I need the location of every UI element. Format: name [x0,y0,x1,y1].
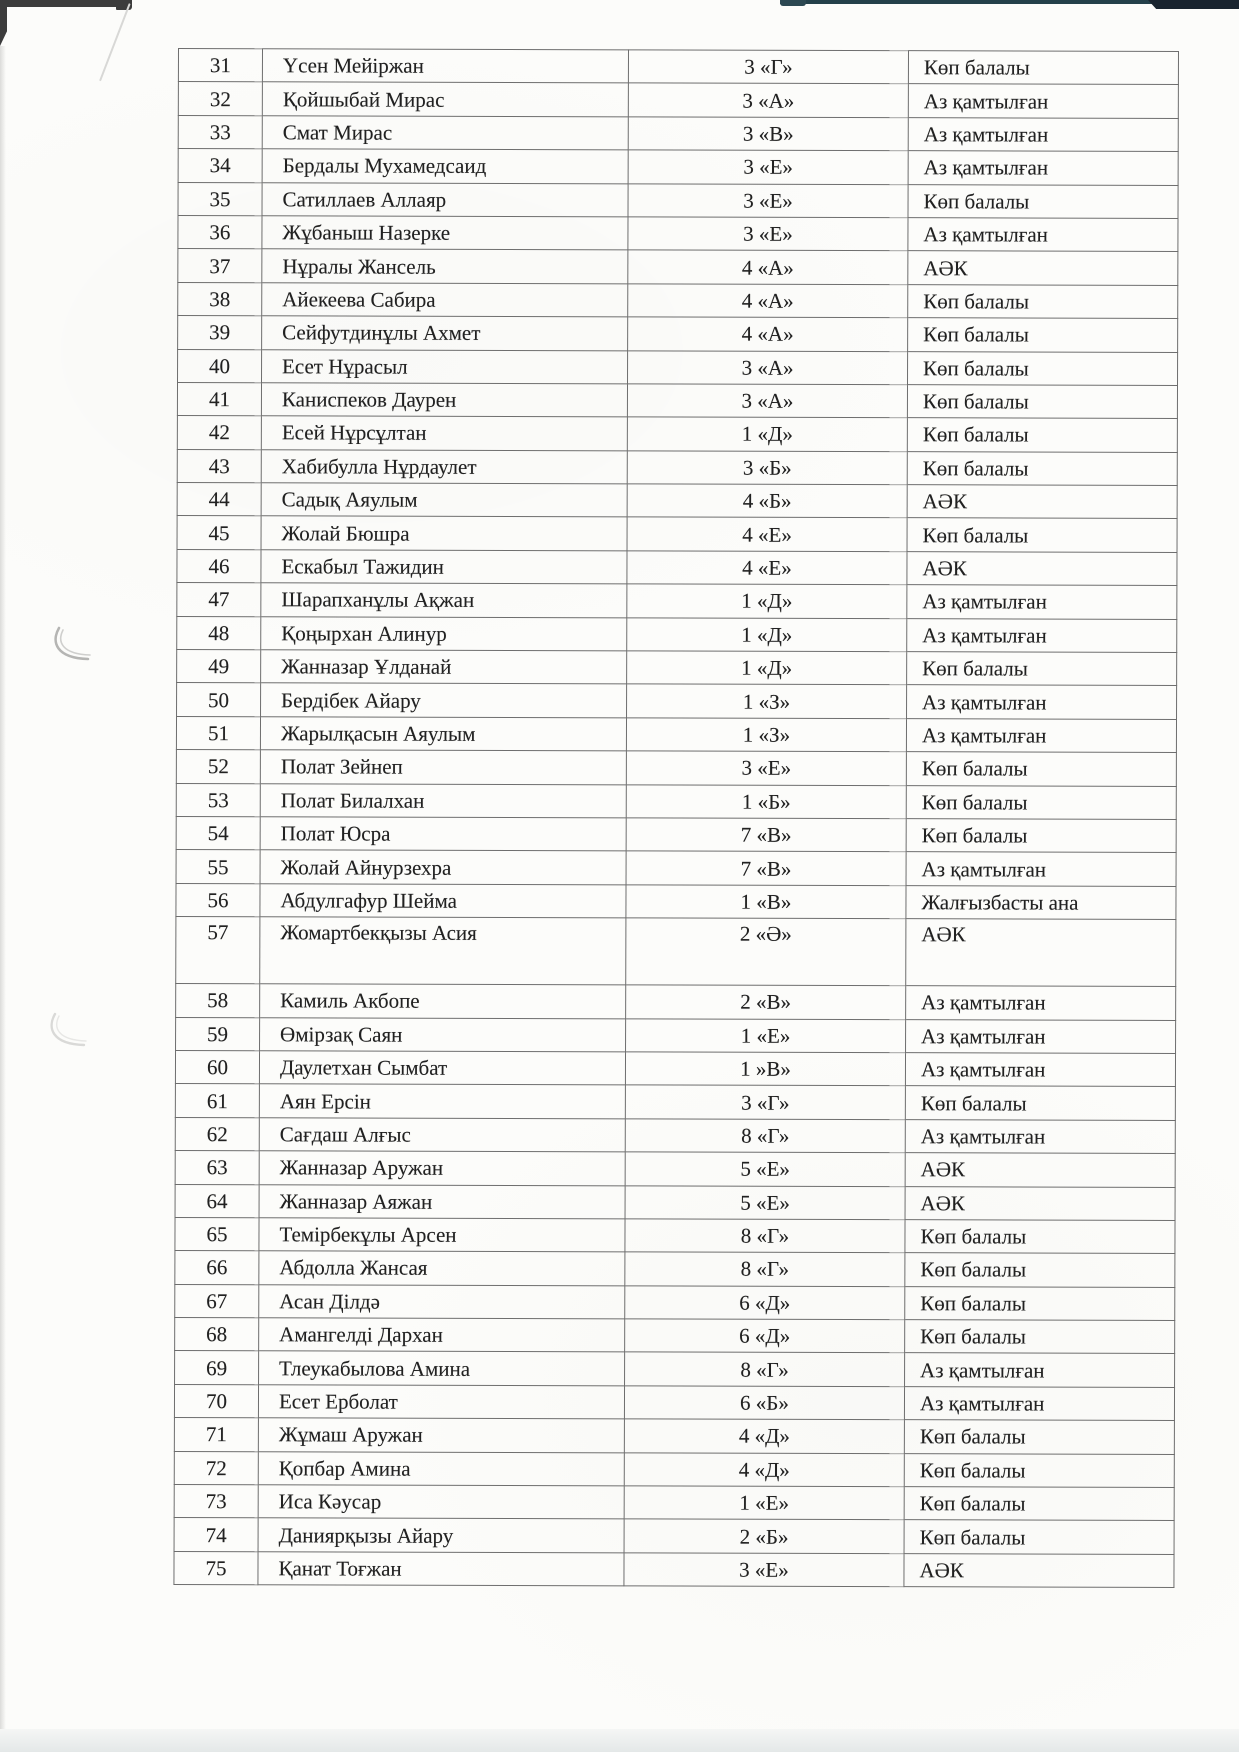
student-name-cell: Жомартбекқызы Асия [260,917,626,985]
margin-pen-mark-icon [46,1012,92,1054]
student-table-wrap [173,48,1179,1588]
row-number-cell: 61 [175,1084,259,1118]
table-row [177,483,1177,519]
scanner-strip-teal-end [780,0,806,6]
row-number-cell: 69 [175,1351,259,1385]
social-category-cell: АӘК [907,552,1177,586]
social-category-cell: АӘК [905,1153,1175,1187]
student-name-cell: Бердібек Айару [261,683,627,717]
scan-fold-shadow-top [0,0,130,7]
table-row [178,249,1178,285]
class-grade-cell: 8 «Г» [625,1252,905,1286]
scan-fold-shadow-left [0,0,7,46]
class-grade-cell: 2 «Ә» [626,918,906,986]
row-number-cell: 52 [176,750,260,784]
class-grade-cell: 3 «Е» [628,150,908,184]
student-name-cell: Амангелді Дархан [259,1318,625,1352]
table-row [178,149,1178,185]
class-grade-cell: 8 «Г» [625,1219,905,1253]
student-name-cell: Абдулгафур Шейма [260,884,626,918]
table-row [176,783,1176,819]
class-grade-cell: 3 «Г» [628,50,908,84]
student-name-cell: Есей Нұрсұлтан [261,416,627,450]
social-category-cell: Көп балалы [907,451,1177,485]
social-category-cell: Көп балалы [905,1286,1175,1320]
table-row [176,816,1176,852]
social-category-cell: Аз қамтылған [908,117,1178,151]
social-category-cell: Көп балалы [907,385,1177,419]
table-row [174,1551,1174,1587]
social-category-cell: Көп балалы [908,284,1178,318]
scanner-strip-dark-corner [1148,0,1239,9]
student-name-cell: Темірбекұлы Арсен [259,1218,625,1252]
social-category-cell: Аз қамтылған [908,151,1178,185]
social-category-cell: Көп балалы [908,184,1178,218]
student-name-cell: Аян Ерсін [259,1084,625,1118]
student-name-cell: Қанат Тоғжан [258,1552,624,1586]
row-number-cell: 49 [177,650,261,684]
class-grade-cell: 4 «Б» [627,484,907,518]
social-category-cell: Аз қамтылған [905,1353,1175,1387]
social-category-cell: Аз қамтылған [905,1053,1175,1087]
social-category-cell: Көп балалы [906,785,1176,819]
student-name-cell: Каниспеков Даурен [261,383,627,417]
social-category-cell: Көп балалы [907,518,1177,552]
student-name-cell: Жанназар Ұлданай [261,650,627,684]
class-grade-cell: 4 «Е» [627,551,907,585]
social-category-cell: Аз қамтылған [908,84,1178,118]
social-category-cell: Аз қамтылған [906,852,1176,886]
social-category-cell: Көп балалы [905,1320,1175,1354]
table-row [175,1318,1175,1354]
table-row [174,1451,1174,1487]
table-row [176,984,1176,1020]
row-number-cell: 65 [175,1217,259,1251]
social-category-cell: Көп балалы [904,1420,1174,1454]
row-number-cell: 46 [177,549,261,583]
student-name-cell: Даулетхан Сымбат [259,1051,625,1085]
table-row [177,516,1177,552]
table-row [175,1284,1175,1320]
class-grade-cell: 4 «А» [628,317,908,351]
student-name-cell: Жұмаш Аружан [258,1418,624,1452]
student-name-cell: Қойшыбай Мирас [262,82,628,116]
student-name-cell: Ескабыл Тажидин [261,550,627,584]
student-table-body [174,49,1179,1588]
student-name-cell: Камиль Акбопе [260,984,626,1018]
class-grade-cell: 3 «А» [627,384,907,418]
social-category-cell: Аз қамтылған [906,986,1176,1020]
class-grade-cell: 5 «Е» [625,1185,905,1219]
row-number-cell: 50 [177,683,261,717]
table-row [177,382,1177,418]
table-row [174,1518,1174,1554]
table-row [177,616,1177,652]
class-grade-cell: 6 «Б» [624,1386,904,1420]
row-number-cell: 51 [176,716,260,750]
student-name-cell: Абдолла Жансая [259,1251,625,1285]
table-row [176,883,1176,919]
class-grade-cell: 7 «В» [626,851,906,885]
row-number-cell: 53 [176,783,260,817]
class-grade-cell: 6 «Д» [625,1286,905,1320]
student-name-cell: Сағдаш Алғыс [259,1117,625,1151]
page-left-edge-shading [0,46,6,1752]
class-grade-cell: 2 «В» [626,985,906,1019]
student-name-cell: Смат Мирас [262,116,628,150]
paper-crease-line [99,3,131,81]
table-row [175,1151,1175,1187]
table-row [174,1485,1174,1521]
social-category-cell: Аз қамтылған [906,1019,1176,1053]
social-category-cell: Көп балалы [904,1453,1174,1487]
social-category-cell: Көп балалы [906,819,1176,853]
student-name-cell: Үсен Мейіржан [262,49,628,83]
table-row [178,82,1178,118]
row-number-cell: 68 [175,1318,259,1352]
table-row [176,716,1176,752]
student-name-cell: Айекеева Сабира [262,282,628,316]
table-row [178,316,1178,352]
row-number-cell: 38 [178,282,262,316]
table-row [178,215,1178,251]
table-row [177,416,1177,452]
row-number-cell: 45 [177,516,261,550]
row-number-cell: 39 [178,316,262,350]
table-row [176,917,1176,987]
table-row [177,650,1177,686]
social-category-cell: Көп балалы [905,1086,1175,1120]
class-grade-cell: 3 «Г» [625,1085,905,1119]
table-row [174,1384,1174,1420]
row-number-cell: 58 [176,984,260,1018]
table-row [174,1418,1174,1454]
class-grade-cell: 2 «Б» [624,1519,904,1553]
row-number-cell: 74 [174,1518,258,1552]
row-number-cell: 40 [178,349,262,383]
row-number-cell: 42 [177,416,261,450]
social-category-cell: Көп балалы [907,418,1177,452]
student-name-cell: Есет Ерболат [258,1385,624,1419]
class-grade-cell: 1 «Д» [627,617,907,651]
row-number-cell: 43 [177,449,261,483]
student-name-cell: Сейфутдинұлы Ахмет [262,316,628,350]
row-number-cell: 56 [176,883,260,917]
class-grade-cell: 3 «А» [628,350,908,384]
table-row [175,1084,1175,1120]
student-name-cell: Жұбаныш Назерке [262,216,628,250]
social-category-cell: Көп балалы [908,51,1178,85]
social-category-cell: АӘК [908,251,1178,285]
table-row [177,683,1177,719]
row-number-cell: 44 [177,483,261,517]
social-category-cell: Аз қамтылған [904,1387,1174,1421]
social-category-cell: Аз қамтылған [907,585,1177,619]
student-name-cell: Иса Кәусар [258,1485,624,1519]
class-grade-cell: 1 «Е» [624,1486,904,1520]
row-number-cell: 59 [176,1017,260,1051]
class-grade-cell: 5 «Е» [625,1152,905,1186]
social-category-cell: АӘК [905,1186,1175,1220]
class-grade-cell: 8 «Г» [625,1352,905,1386]
student-name-cell: Даниярқызы Айару [258,1518,624,1552]
table-row [175,1217,1175,1253]
row-number-cell: 47 [177,583,261,617]
class-grade-cell: 4 «А» [628,284,908,318]
class-grade-cell: 4 «Е» [627,517,907,551]
social-category-cell: АӘК [907,485,1177,519]
table-row [176,1017,1176,1053]
social-category-cell: АӘК [904,1553,1174,1587]
class-grade-cell: 6 «Д» [625,1319,905,1353]
social-category-cell: АӘК [906,919,1176,987]
row-number-cell: 36 [178,215,262,249]
row-number-cell: 60 [175,1050,259,1084]
student-name-cell: Жолай Айнурзехра [260,850,626,884]
class-grade-cell: 7 «В» [626,818,906,852]
class-grade-cell: 3 «Е» [626,751,906,785]
student-name-cell: Жолай Бюшра [261,516,627,550]
student-name-cell: Жарылқасын Аяулым [260,717,626,751]
class-grade-cell: 4 «Д» [624,1452,904,1486]
table-row [175,1050,1175,1086]
page-bottom-edge-shading [0,1729,1239,1752]
row-number-cell: 64 [175,1184,259,1218]
table-row [177,549,1177,585]
social-category-cell: Аз қамтылған [907,618,1177,652]
row-number-cell: 54 [176,816,260,850]
student-name-cell: Бердалы Мухамедсаид [262,149,628,183]
social-category-cell: Көп балалы [907,652,1177,686]
table-row [175,1251,1175,1287]
class-grade-cell: 1 «З» [627,684,907,718]
class-grade-cell: 1 «Д» [627,417,907,451]
student-name-cell: Жанназар Аружан [259,1151,625,1185]
student-name-cell: Асан Ділдә [259,1284,625,1318]
student-name-cell: Сатиллаев Аллаяр [262,182,628,216]
student-table [173,48,1179,1588]
student-name-cell: Жанназар Аяжан [259,1184,625,1218]
row-number-cell: 72 [174,1451,258,1485]
row-number-cell: 71 [174,1418,258,1452]
social-category-cell: Көп балалы [905,1253,1175,1287]
student-name-cell: Есет Нұрасыл [262,349,628,383]
row-number-cell: 41 [177,382,261,416]
class-grade-cell: 1 «Д» [627,584,907,618]
class-grade-cell: 1 «Е» [626,1018,906,1052]
student-name-cell: Шарапханұлы Ақжан [261,583,627,617]
class-grade-cell: 1 «Б» [626,784,906,818]
social-category-cell: Көп балалы [904,1520,1174,1554]
social-category-cell: Аз қамтылған [908,218,1178,252]
table-row [175,1351,1175,1387]
class-grade-cell: 3 «В» [628,117,908,151]
social-category-cell: Көп балалы [908,351,1178,385]
table-row [178,49,1178,85]
row-number-cell: 57 [176,917,260,984]
table-row [178,349,1178,385]
row-number-cell: 35 [178,182,262,216]
row-number-cell: 33 [178,115,262,149]
table-row [177,449,1177,485]
row-number-cell: 31 [178,49,262,83]
table-row [176,850,1176,886]
table-row [177,583,1177,619]
class-grade-cell: 3 «Е» [628,217,908,251]
class-grade-cell: 3 «Е» [624,1553,904,1587]
row-number-cell: 48 [177,616,261,650]
class-grade-cell: 3 «А» [628,83,908,117]
table-row [178,182,1178,218]
class-grade-cell: 3 «Б» [627,451,907,485]
class-grade-cell: 1 «З» [626,718,906,752]
student-name-cell: Қопбар Амина [258,1451,624,1485]
table-row [175,1117,1175,1153]
class-grade-cell: 4 «Д» [624,1419,904,1453]
class-grade-cell: 1 »В» [625,1052,905,1086]
student-name-cell: Өмірзақ Саян [260,1017,626,1051]
social-category-cell: Аз қамтылған [907,685,1177,719]
student-name-cell: Қоңырхан Алинур [261,616,627,650]
social-category-cell: Көп балалы [906,752,1176,786]
table-row [175,1184,1175,1220]
class-grade-cell: 1 «Д» [627,651,907,685]
table-row [176,750,1176,786]
row-number-cell: 37 [178,249,262,283]
social-category-cell: Жалғызбасты ана [906,885,1176,919]
student-name-cell: Полат Юсра [260,817,626,851]
row-number-cell: 70 [174,1384,258,1418]
row-number-cell: 63 [175,1151,259,1185]
row-number-cell: 62 [175,1117,259,1151]
social-category-cell: Көп балалы [908,318,1178,352]
student-name-cell: Хабибулла Нұрдаулет [261,449,627,483]
social-category-cell: Аз қамтылған [906,718,1176,752]
student-name-cell: Полат Зейнеп [260,750,626,784]
social-category-cell: Көп балалы [904,1487,1174,1521]
class-grade-cell: 3 «Е» [628,183,908,217]
social-category-cell: Аз қамтылған [905,1119,1175,1153]
row-number-cell: 73 [174,1485,258,1519]
row-number-cell: 66 [175,1251,259,1285]
student-name-cell: Садық Аяулым [261,483,627,517]
table-row [178,282,1178,318]
row-number-cell: 67 [175,1284,259,1318]
class-grade-cell: 4 «А» [628,250,908,284]
table-row [178,115,1178,151]
student-name-cell: Нұралы Жансель [262,249,628,283]
student-name-cell: Полат Билалхан [260,783,626,817]
social-category-cell: Көп балалы [905,1220,1175,1254]
row-number-cell: 75 [174,1551,258,1585]
row-number-cell: 34 [178,149,262,183]
class-grade-cell: 8 «Г» [625,1119,905,1153]
margin-pen-mark-icon [50,626,96,668]
row-number-cell: 55 [176,850,260,884]
student-name-cell: Тлеукабылова Амина [259,1351,625,1385]
class-grade-cell: 1 «В» [626,885,906,919]
row-number-cell: 32 [178,82,262,116]
